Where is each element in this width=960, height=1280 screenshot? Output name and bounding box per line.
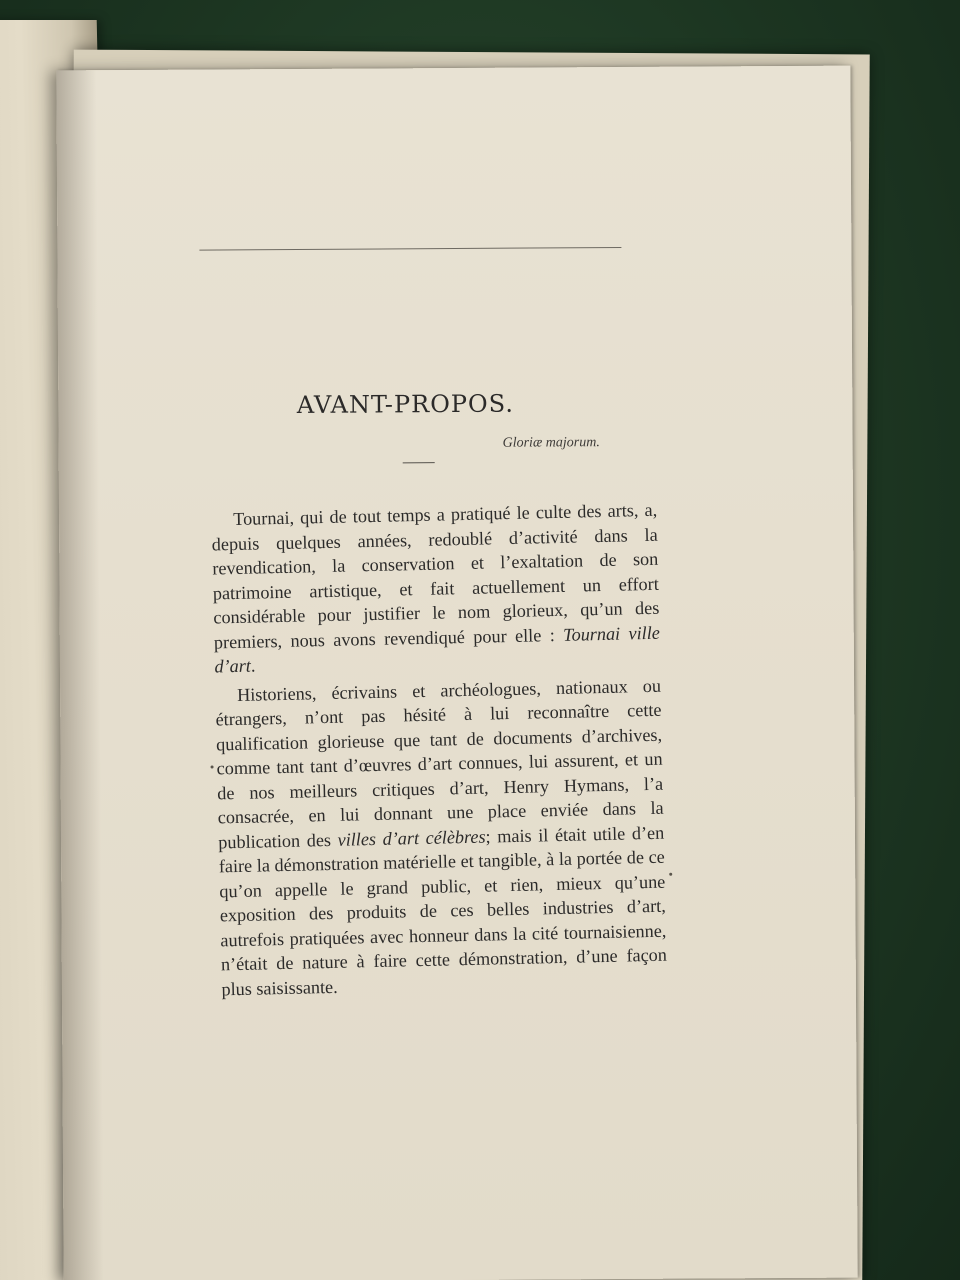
paragraph [215, 673, 668, 1001]
page-title-text: AVANT-PROPOS. [296, 389, 514, 419]
paragraph-2-end: ; mais il était utile d’en faire la démonstration matérielle et tangible, à la portée de ce qu’on appelle le grand public, et rien, mieux qu’une exposition des produits de ces belles industries d’art, autrefois pratiquées avec honneur dans la cité tournaisienne, n’était de nature à faire cette démonstration, d’une façon plus saisissante. [218, 822, 668, 999]
header-rule [199, 247, 621, 251]
paragraph-2-italic: villes d’art célèbres [337, 826, 486, 850]
title-divider [403, 462, 435, 463]
epigraph: Gloriæ majorum. [502, 435, 600, 451]
paragraph-2-text: Historiens, écrivains et archéologues, nationaux ou étrangers, n’ont pas hésité à lui reconnaître cette qualification glorieuse que tant de documents d’archives, comme tant tant d’œuvres d’art connues, lui assurent, et un de nos meilleurs critiques d’art, Henry Hymans, l’a consacrée, en lui donnant une place enviée dans la publication des [215, 675, 664, 852]
paragraph-1-text: Tournai, qui de tout temps a pratiqué le culte des arts, a, depuis quelques années, redoublé d’activité dans la revendication, la conservation et l’exaltation de son patrimoine artistique, et fait actuellement un effort considérable pour justifier le nom glorieux, qu’un des premiers, nous avons revendiqué pour elle : [211, 499, 660, 652]
paragraph-1-italic: Tournai ville d’art [214, 622, 661, 677]
page-title [58, 388, 852, 421]
paragraph [211, 498, 661, 679]
paper-speck [669, 873, 672, 876]
paragraph-1-end: . [250, 655, 256, 676]
book-page [56, 66, 857, 1280]
gutter-shadow [56, 70, 103, 1280]
paper-speck [211, 765, 214, 768]
body-text [211, 498, 668, 1006]
